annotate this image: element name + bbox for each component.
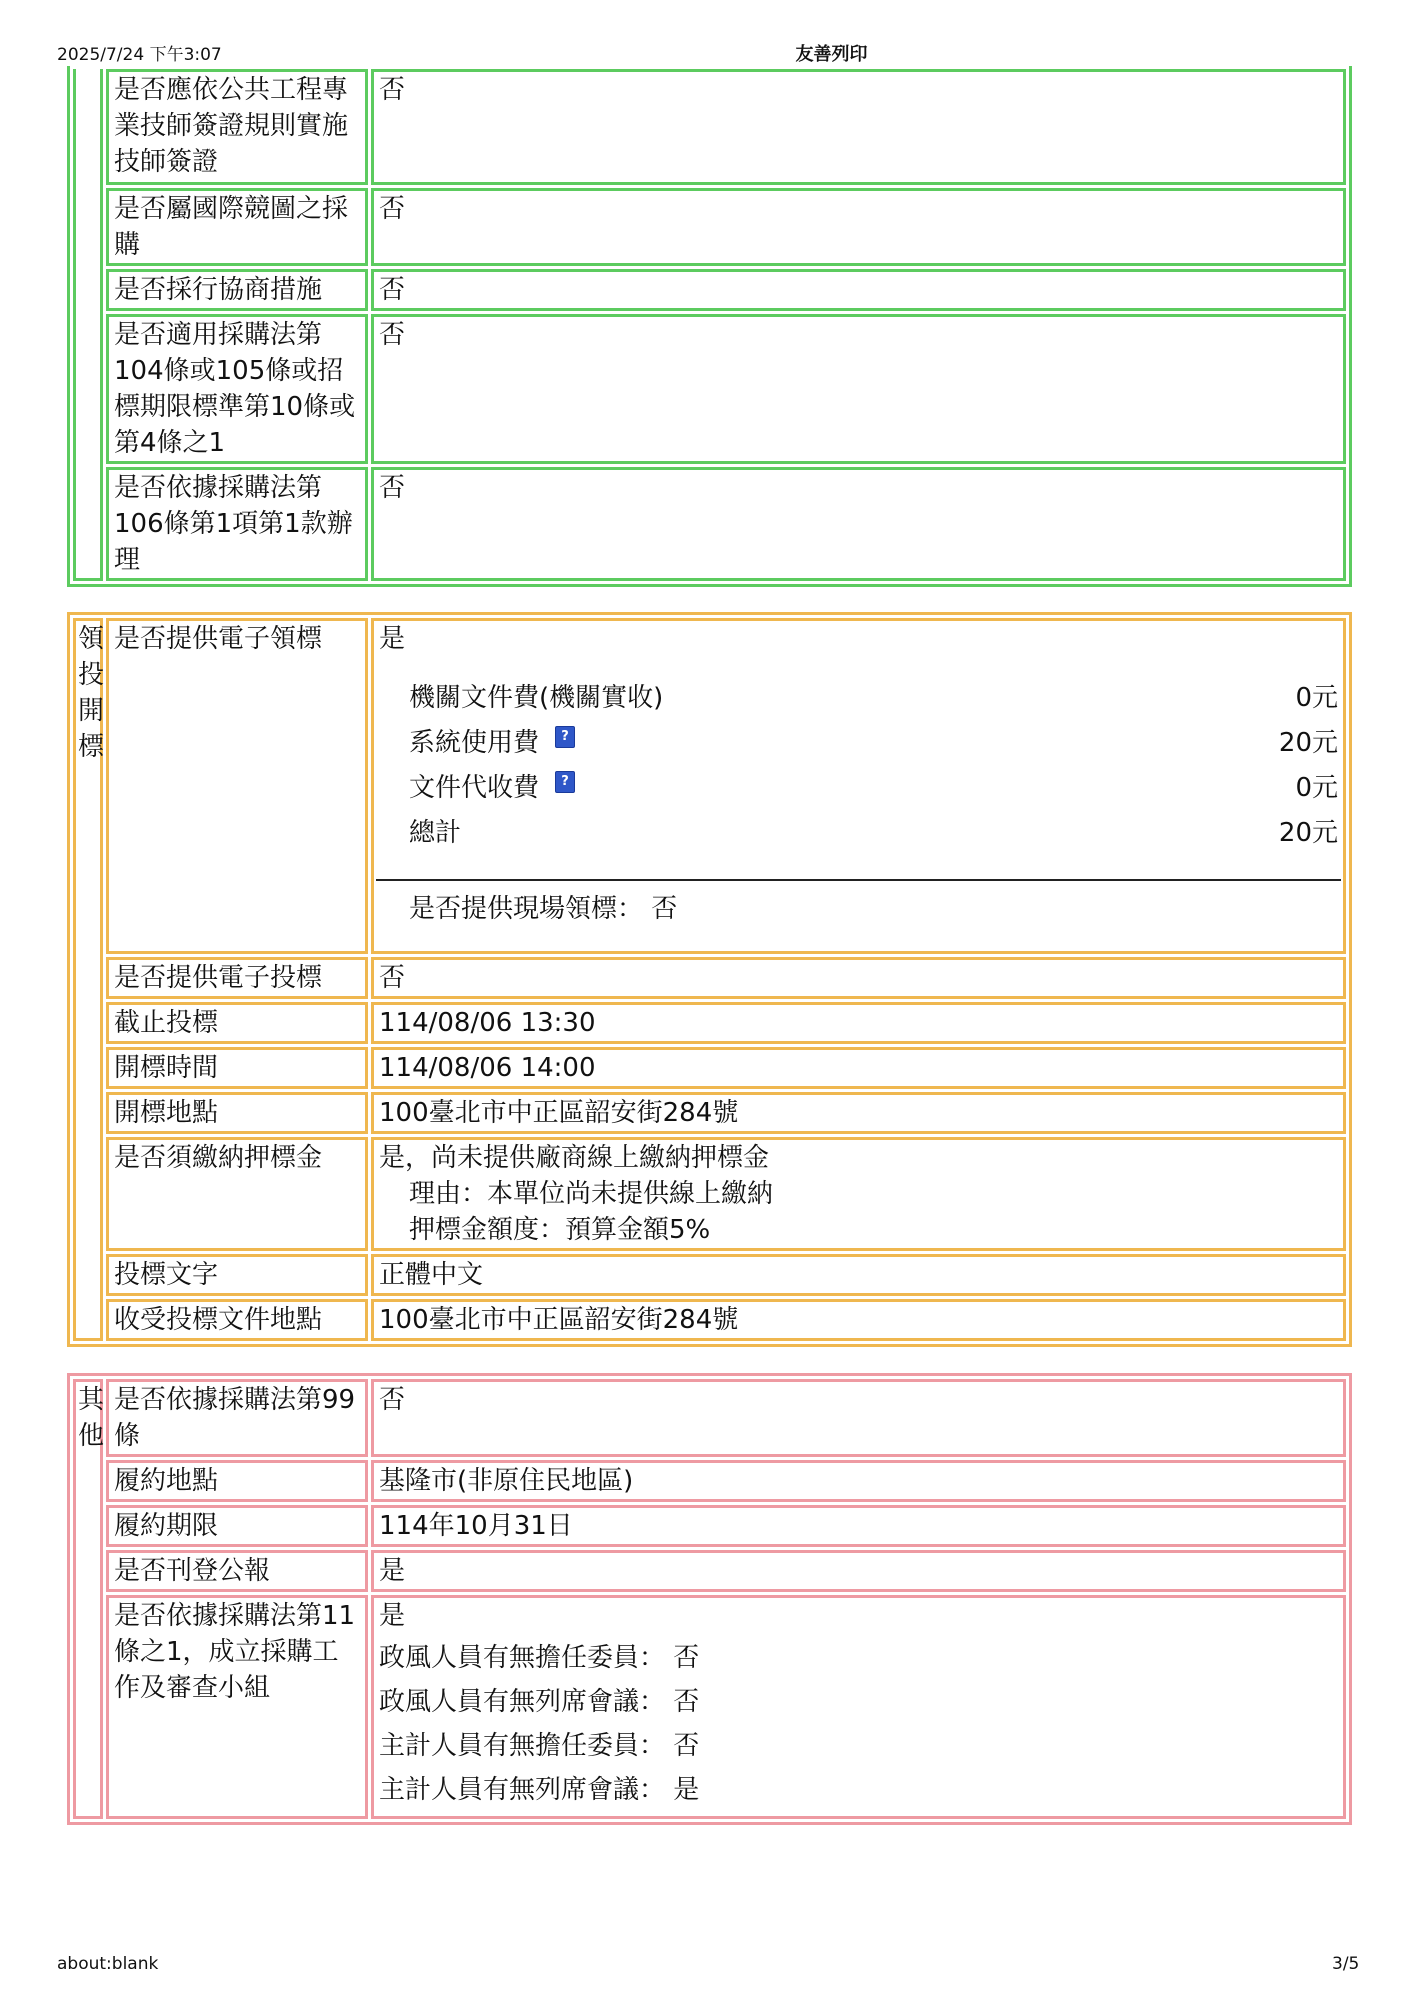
field-label: 是否適用採購法第104條或105條或招標期限標準第10條或第4條之1	[106, 314, 368, 464]
field-value: 否	[371, 1379, 1346, 1457]
fee-name: 機關文件費(機關實收)	[409, 682, 664, 713]
section-other-table	[67, 1373, 1352, 1825]
field-label: 是否提供電子投標	[106, 957, 368, 999]
e-collect-cell	[371, 618, 1346, 954]
field-value: 否	[371, 467, 1346, 581]
section-side-label	[73, 1379, 103, 1819]
fee-amount: 20元	[1278, 817, 1338, 848]
deposit-amount: 押標金額度：預算金額5%	[409, 1215, 711, 1245]
committee-detail: 政風人員有無擔任委員： 否	[379, 1643, 700, 1673]
field-value: 是	[371, 1550, 1346, 1592]
committee-detail: 主計人員有無列席會議： 是	[379, 1775, 700, 1805]
field-value: 基隆市(非原住民地區)	[371, 1460, 1346, 1502]
help-icon[interactable]: ?	[555, 771, 575, 793]
fee-amount: 20元	[1278, 727, 1338, 758]
page-number: 3/5	[1332, 1954, 1360, 1974]
section-bidding-label: 領投開標	[77, 624, 104, 762]
onsite-collect	[409, 891, 1338, 927]
field-label: 是否依據採購法第11條之1，成立採購工作及審查小組	[106, 1595, 368, 1819]
committee-cell	[371, 1595, 1346, 1819]
field-value: 100臺北市中正區韶安街284號	[371, 1092, 1346, 1134]
field-label: 投標文字	[106, 1254, 368, 1296]
field-label: 是否提供電子領標	[106, 618, 368, 954]
field-value: 114/08/06 14:00	[371, 1047, 1346, 1089]
field-value: 正體中文	[371, 1254, 1346, 1296]
field-value: 否	[371, 69, 1346, 185]
field-value: 114/08/06 13:30	[371, 1002, 1346, 1044]
divider	[376, 879, 1341, 881]
field-label: 是否依據採購法第99條	[106, 1379, 368, 1457]
fee-row	[409, 810, 1338, 855]
fee-name: 系統使用費	[409, 727, 540, 758]
field-label: 是否採行協商措施	[106, 269, 368, 311]
committee-detail: 主計人員有無擔任委員： 否	[379, 1731, 700, 1761]
field-label: 是否應依公共工程專業技師簽證規則實施技師簽證	[106, 69, 368, 185]
field-label: 開標時間	[106, 1047, 368, 1089]
section-engineering-table	[67, 66, 1352, 587]
field-value: 是	[379, 624, 406, 654]
field-label: 是否須繳納押標金	[106, 1137, 368, 1251]
field-value: 否	[371, 269, 1346, 311]
field-value: 是	[379, 1601, 406, 1631]
committee-detail: 政風人員有無列席會議： 否	[379, 1687, 700, 1717]
fee-row	[409, 720, 1338, 765]
page-url: about:blank	[57, 1954, 159, 1974]
deposit-status: 是，尚未提供廠商線上繳納押標金	[379, 1143, 770, 1173]
field-label: 是否刊登公報	[106, 1550, 368, 1592]
fee-amount: 0元	[1295, 772, 1338, 803]
fee-name: 文件代收費	[409, 772, 540, 803]
onsite-label: 是否提供現場領標：	[409, 894, 644, 924]
field-label: 收受投標文件地點	[106, 1299, 368, 1341]
fee-name: 總計	[409, 817, 462, 848]
fee-row	[409, 765, 1338, 810]
section-side-label	[73, 618, 103, 1341]
page-title: 友善列印	[795, 44, 868, 65]
field-label: 履約地點	[106, 1460, 368, 1502]
fee-row	[409, 675, 1338, 720]
field-value: 100臺北市中正區韶安街284號	[371, 1299, 1346, 1341]
onsite-value: 否	[651, 894, 678, 924]
print-datetime: 2025/7/24 下午3:07	[57, 45, 222, 65]
help-icon[interactable]: ?	[555, 726, 575, 748]
field-label: 開標地點	[106, 1092, 368, 1134]
section-side-cell	[73, 69, 103, 581]
deposit-reason: 理由：本單位尚未提供線上繳納	[409, 1179, 774, 1209]
field-value: 114年10月31日	[371, 1505, 1346, 1547]
section-bidding-table	[67, 612, 1352, 1347]
fee-list	[409, 675, 1338, 855]
deposit-cell	[371, 1137, 1346, 1251]
field-label: 截止投標	[106, 1002, 368, 1044]
field-label: 是否屬國際競圖之採購	[106, 188, 368, 266]
field-value: 否	[371, 314, 1346, 464]
field-value: 否	[371, 957, 1346, 999]
field-value: 否	[371, 188, 1346, 266]
field-label: 是否依據採購法第106條第1項第1款辦理	[106, 467, 368, 581]
section-other-label: 其他	[77, 1385, 104, 1451]
fee-amount: 0元	[1295, 682, 1338, 713]
field-label: 履約期限	[106, 1505, 368, 1547]
